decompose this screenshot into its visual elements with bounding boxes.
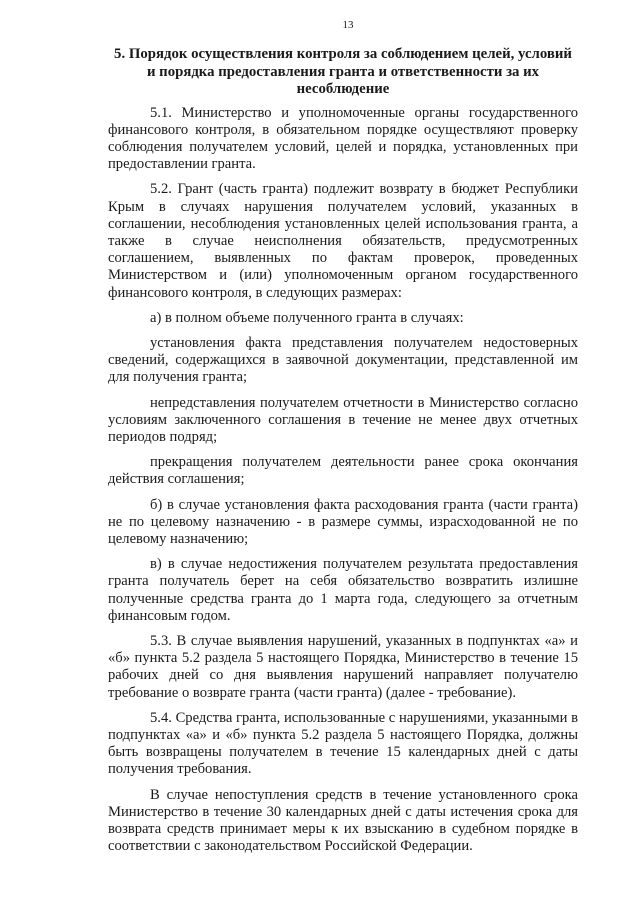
paragraph-5-4: 5.4. Средства гранта, использованные с нарушениями, указанными в подпунктах «а» и «б» пункта 5.2 раздела 5 настоящего Порядка, должны быть возвращены получателем в течение 15 календарных дней с даты получения требования. (108, 709, 578, 778)
paragraph-5-2-a-item-3: прекращения получателем деятельности ранее срока окончания действия соглашения; (108, 454, 578, 488)
paragraph-5-2-c: в) в случае недостижения получателем результата предоставления гранта получатель берет на себя обязательство возвратить излишне полученные средства гранта до 1 марта года, следующего за отчетным финансовым годом. (108, 556, 578, 624)
paragraph-5-2: 5.2. Грант (часть гранта) подлежит возврату в бюджет Республики Крым в случаях нарушения получателем условий, указанных в соглашении, несоблюдения установленных целей использования гранта, а также в случае неисполнения обязательств, предусмотренных соглашением, выявленных по фактам проверок, проведенных Министерством и (или) уполномоченным органом государственного финансового контроля, в следующих размерах: (108, 181, 578, 301)
section-heading: 5. Порядок осуществления контроля за соблюдением целей, условий и порядка предоставления гранта и ответственности за их несоблюдение (114, 46, 572, 97)
paragraph-5-1: 5.1. Министерство и уполномоченные органы государственного финансового контроля, в обязательном порядке осуществляют проверку соблюдения получателем условий, целей и порядка, установленных при предоставлении гранта. (108, 104, 578, 173)
paragraph-5-2-b: б) в случае установления факта расходования гранта (части гранта) не по целевому назначению - в размере суммы, израсходованной не по целевому назначению; (108, 496, 578, 547)
page-number: 13 (342, 19, 354, 31)
paragraph-5-2-a-item-2: непредставления получателем отчетности в Министерство согласно условиям заключенного соглашения в течение не менее двух отчетных периодов подряд; (108, 394, 578, 445)
paragraph-5-2-a-item-1: установления факта представления получателем недостоверных сведений, содержащихся в заявочной документации, представленной им для получения гранта; (108, 334, 578, 386)
paragraph-5-2-a: а) в полном объеме полученного гранта в случаях: (150, 309, 464, 326)
paragraph-final: В случае непоступления средств в течение установленного срока Министерство в течение 30 календарных дней с даты истечения срока для возврата средств принимает меры к их взысканию в судебном порядке в соответствии с законодательством Российской Федерации. (108, 786, 578, 855)
paragraph-5-3: 5.3. В случае выявления нарушений, указанных в подпунктах «а» и «б» пункта 5.2 раздела 5 настоящего Порядка, Министерство в течение 15 рабочих дней со дня выявления нарушений направляет получателю требование о возврате гранта (части гранта) (далее - требование). (108, 632, 578, 701)
